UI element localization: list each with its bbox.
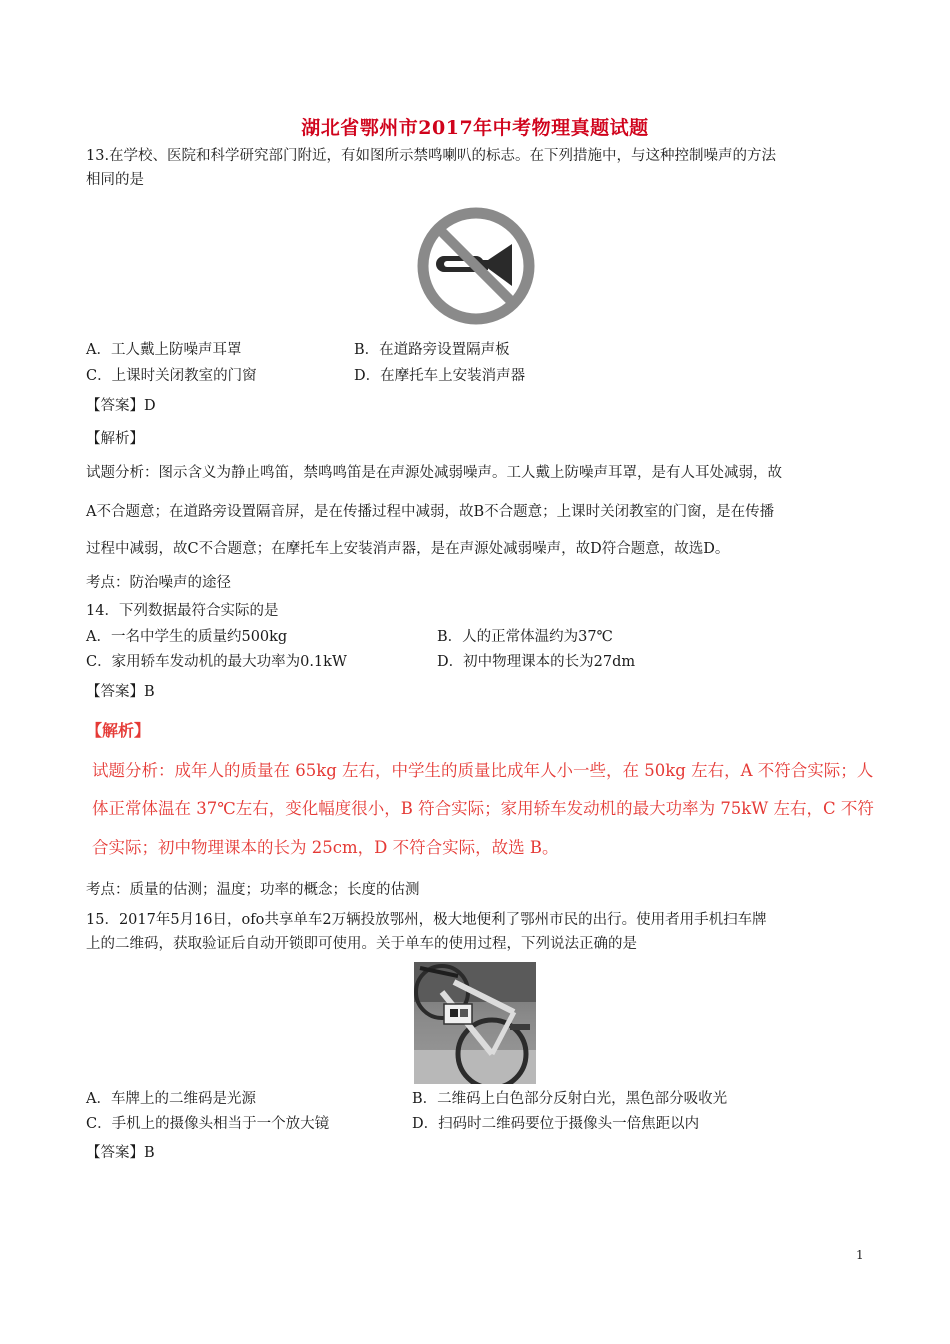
q14-analysis-line1: 试题分析：成年人的质量在 65kg 左右，中学生的质量比成年人小一些，在 50kg 左右，A 不符合实际；人 [92,761,874,780]
q13-stem-line1: 13.在学校、医院和科学研究部门附近，有如图所示禁鸣喇叭的标志。在下列措施中，与这种控制噪声的方法 [86,148,777,164]
q13-analysis-line3: 过程中减弱，故C不合题意；在摩托车上安装消声器，是在声源处减弱噪声，故D符合题意，故选D。 [86,541,730,557]
q13-analysis-head: 【解析】 [86,431,144,447]
q14-option-b: B．人的正常体温约为37℃ [437,629,613,645]
q13-analysis-line1: 试题分析：图示含义为静止鸣笛，禁鸣鸣笛是在声源处减弱噪声。工人戴上防噪声耳罩，是有人耳处减弱，故 [86,465,782,481]
q14-analysis-line2: 体正常体温在 37℃左右，变化幅度很小，B 符合实际；家用轿车发动机的最大功率为 75kW 左右，C 不符 [92,799,874,818]
q14-point: 考点：质量的估测；温度；功率的概念；长度的估测 [86,882,420,898]
bicycle-icon [414,962,536,1084]
q14-option-d: D．初中物理课本的长为27dm [437,654,636,670]
q13-option-b: B．在道路旁设置隔声板 [354,342,510,358]
q15-stem-line2: 上的二维码，获取验证后自动开锁即可使用。关于单车的使用过程，下列说法正确的是 [86,936,637,952]
q14-answer: 【答案】B [86,684,155,700]
q14-option-c: C．家用轿车发动机的最大功率为0.1kW [86,654,347,670]
q15-answer: 【答案】B [86,1145,155,1161]
q13-point: 考点：防治噪声的途径 [86,575,231,591]
q14-analysis-head: 【解析】 [86,721,151,740]
q13-option-a: A．工人戴上防噪声耳罩 [86,342,242,358]
document-title: 湖北省鄂州市2017年中考物理真题试题 [301,117,649,139]
q15-option-d: D．扫码时二维码要位于摄像头一倍焦距以内 [412,1116,700,1132]
q13-stem-line2: 相同的是 [86,172,144,188]
q14-option-a: A．一名中学生的质量约500kg [86,629,288,645]
q13-option-c: C．上课时关闭教室的门窗 [86,368,257,384]
page-number: 1 [856,1248,864,1262]
q15-option-c: C．手机上的摄像头相当于一个放大镜 [86,1116,330,1132]
shared-bike-photo [414,962,536,1084]
q14-analysis-line3: 合实际；初中物理课本的长为 25cm，D 不符合实际，故选 B。 [92,838,559,857]
q13-analysis-line2: A不合题意；在道路旁设置隔音屏，是在传播过程中减弱，故B不合题意；上课时关闭教室的门窗，是在传播 [86,504,775,520]
q13-option-d: D．在摩托车上安装消声器 [354,368,526,384]
q15-option-a: A．车牌上的二维码是光源 [86,1091,256,1107]
q13-answer: 【答案】D [86,398,156,414]
q15-stem-line1: 15．2017年5月16日，ofo共享单车2万辆投放鄂州，极大地便利了鄂州市民的出行。使用者用手机扫车牌 [86,912,767,928]
no-horn-sign-icon [414,204,538,328]
q14-stem: 14．下列数据最符合实际的是 [86,603,279,619]
q15-option-b: B．二维码上白色部分反射白光，黑色部分吸收光 [412,1091,728,1107]
